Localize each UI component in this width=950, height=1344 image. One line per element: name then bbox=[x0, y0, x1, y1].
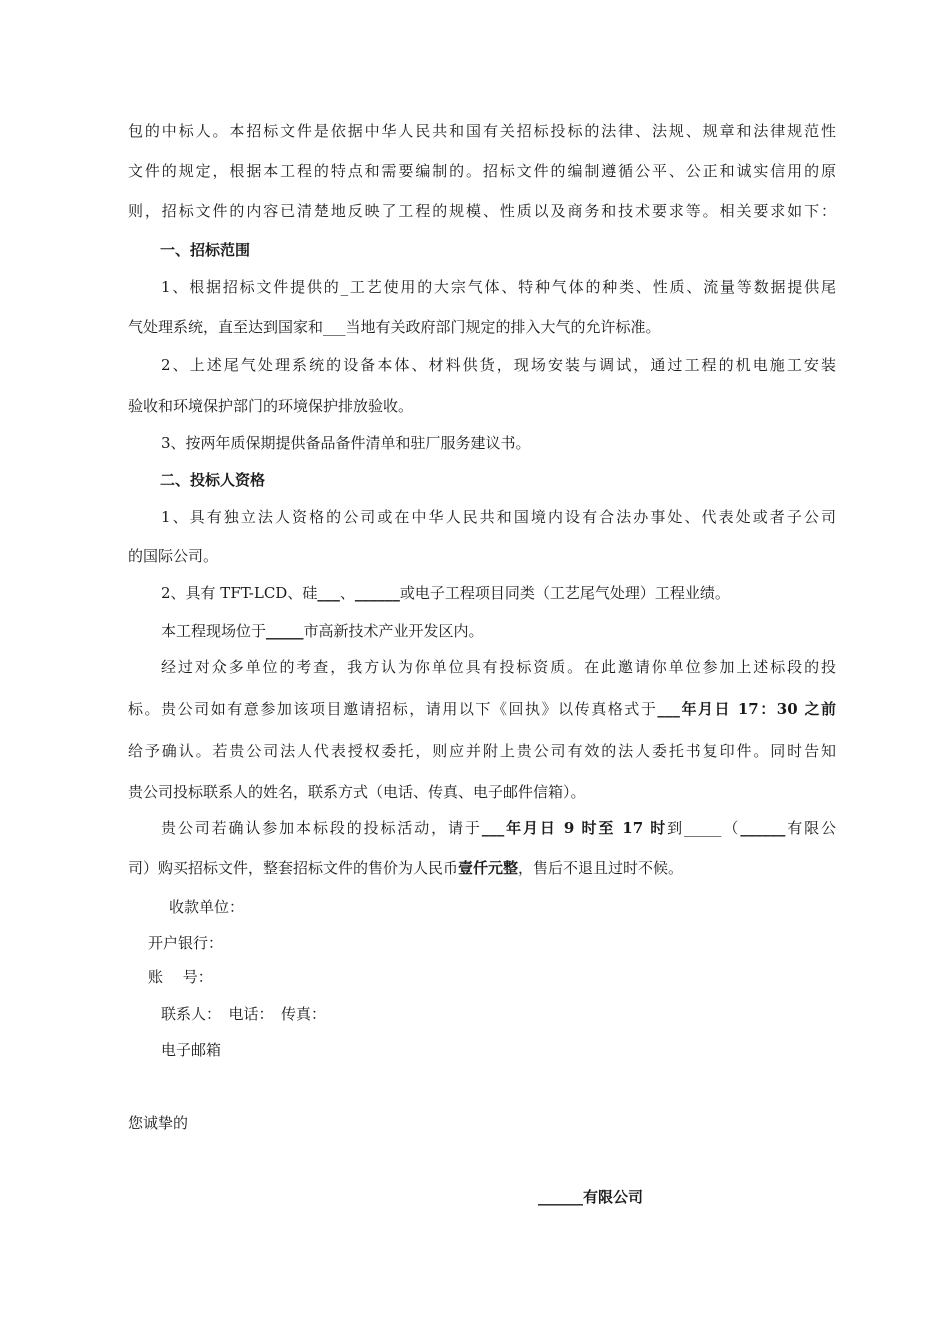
invite-line-1: 经过对众多单位的考查，我方认为你单位具有投标资质。在此邀请你单位参加上述标段的投 bbox=[161, 658, 836, 676]
purchase-text-post: 有限公 bbox=[785, 819, 836, 837]
section-1-item-2-line-2: 验收和环境保护部门的环境保护排放验收。 bbox=[128, 397, 414, 415]
invite-line-2 bbox=[128, 699, 836, 719]
site-blank: _____ bbox=[266, 622, 304, 640]
qualification-blank-1: ___ bbox=[317, 584, 340, 602]
signature-company bbox=[538, 1187, 643, 1207]
section-1-item-2-line-1: 2、上述尾气处理系统的设备本体、材料供货，现场安装与调试，通过工程的机电施工安装 bbox=[161, 356, 836, 374]
intro-line-3: 则，招标文件的内容已清楚地反映了工程的规模、性质以及商务和技术要求等。相关要求如下： bbox=[128, 202, 836, 220]
purchase-company-blank: ______ bbox=[740, 819, 786, 837]
purchase-text-pre: 贵公司若确认参加本标段的投标活动，请于 bbox=[161, 819, 482, 837]
section-2-item-1-line-2: 的国际公司。 bbox=[128, 547, 219, 565]
account-label: 账 号： bbox=[148, 968, 213, 986]
contact-line: 联系人： 电话： 传真： bbox=[161, 1005, 327, 1023]
qualification-blank-2: ______ bbox=[354, 584, 400, 602]
bank-label: 开户银行： bbox=[148, 934, 224, 952]
payee-label: 收款单位： bbox=[169, 898, 245, 916]
purchase-text-mid: 到_____（ bbox=[667, 819, 741, 837]
price-text-pre: 司）购买招标文件，整套招标文件的售价为人民币 bbox=[128, 859, 459, 877]
section-2-item-2 bbox=[161, 583, 730, 603]
qualification-text-pre: 2、具有 TFT-LCD、硅 bbox=[161, 584, 318, 602]
section-1-item-1-line-2: 气处理系统，直至达到国家和___当地有关政府部门规定的排入大气的允许标准。 bbox=[128, 318, 661, 336]
price-amount: 壹仟元整 bbox=[458, 859, 519, 877]
site-text-post: 市高新技术产业开发区内。 bbox=[303, 622, 484, 640]
site-location bbox=[161, 621, 484, 641]
signature-company-suffix: 有限公司 bbox=[583, 1188, 644, 1206]
invite-line-3: 给予确认。若贵公司法人代表授权委托，则应并附上贵公司有效的法人委托书复印件。同时告知 bbox=[128, 742, 836, 760]
purchase-time: ___年月日 9 时至 17 时 bbox=[481, 819, 668, 837]
section-2-heading: 二、投标人资格 bbox=[160, 471, 266, 489]
qualification-text-mid: 、 bbox=[339, 584, 355, 602]
qualification-text-post: 或电子工程项目同类（工艺尾气处理）工程业绩。 bbox=[399, 584, 730, 602]
invite-deadline: ___年月日 17：30 之前 bbox=[657, 700, 836, 718]
closing-regards: 您诚挚的 bbox=[128, 1114, 189, 1132]
invite-text-pre: 标。贵公司如有意参加该项目邀请招标，请用以下《回执》以传真格式于 bbox=[128, 700, 658, 718]
intro-line-1: 包的中标人。本招标文件是依据中华人民共和国有关招标投标的法律、法规、规章和法律规范性 bbox=[128, 122, 836, 140]
section-1-item-1-line-1: 1、根据招标文件提供的_工艺使用的大宗气体、特种气体的种类、性质、流量等数据提供尾 bbox=[161, 278, 836, 296]
purchase-line-2 bbox=[128, 858, 683, 878]
intro-line-2: 文件的规定，根据本工程的特点和需要编制的。招标文件的编制遵循公平、公正和诚实信用的原 bbox=[128, 162, 836, 180]
section-2-item-1-line-1: 1、具有独立法人资格的公司或在中华人民共和国境内设有合法办事处、代表处或者子公司 bbox=[161, 508, 836, 526]
price-text-post: ，售后不退且过时不候。 bbox=[518, 859, 684, 877]
email-label: 电子邮箱 bbox=[161, 1041, 222, 1059]
site-text-pre: 本工程现场位于 bbox=[161, 622, 267, 640]
purchase-line-1 bbox=[161, 818, 836, 838]
section-1-heading: 一、招标范围 bbox=[160, 241, 251, 259]
signature-company-blank: ______ bbox=[538, 1188, 583, 1206]
section-1-item-3: 3、按两年质保期提供备品备件清单和驻厂服务建议书。 bbox=[161, 434, 531, 452]
invite-line-4: 贵公司投标联系人的姓名，联系方式（电话、传真、电子邮件信箱）。 bbox=[128, 783, 586, 801]
